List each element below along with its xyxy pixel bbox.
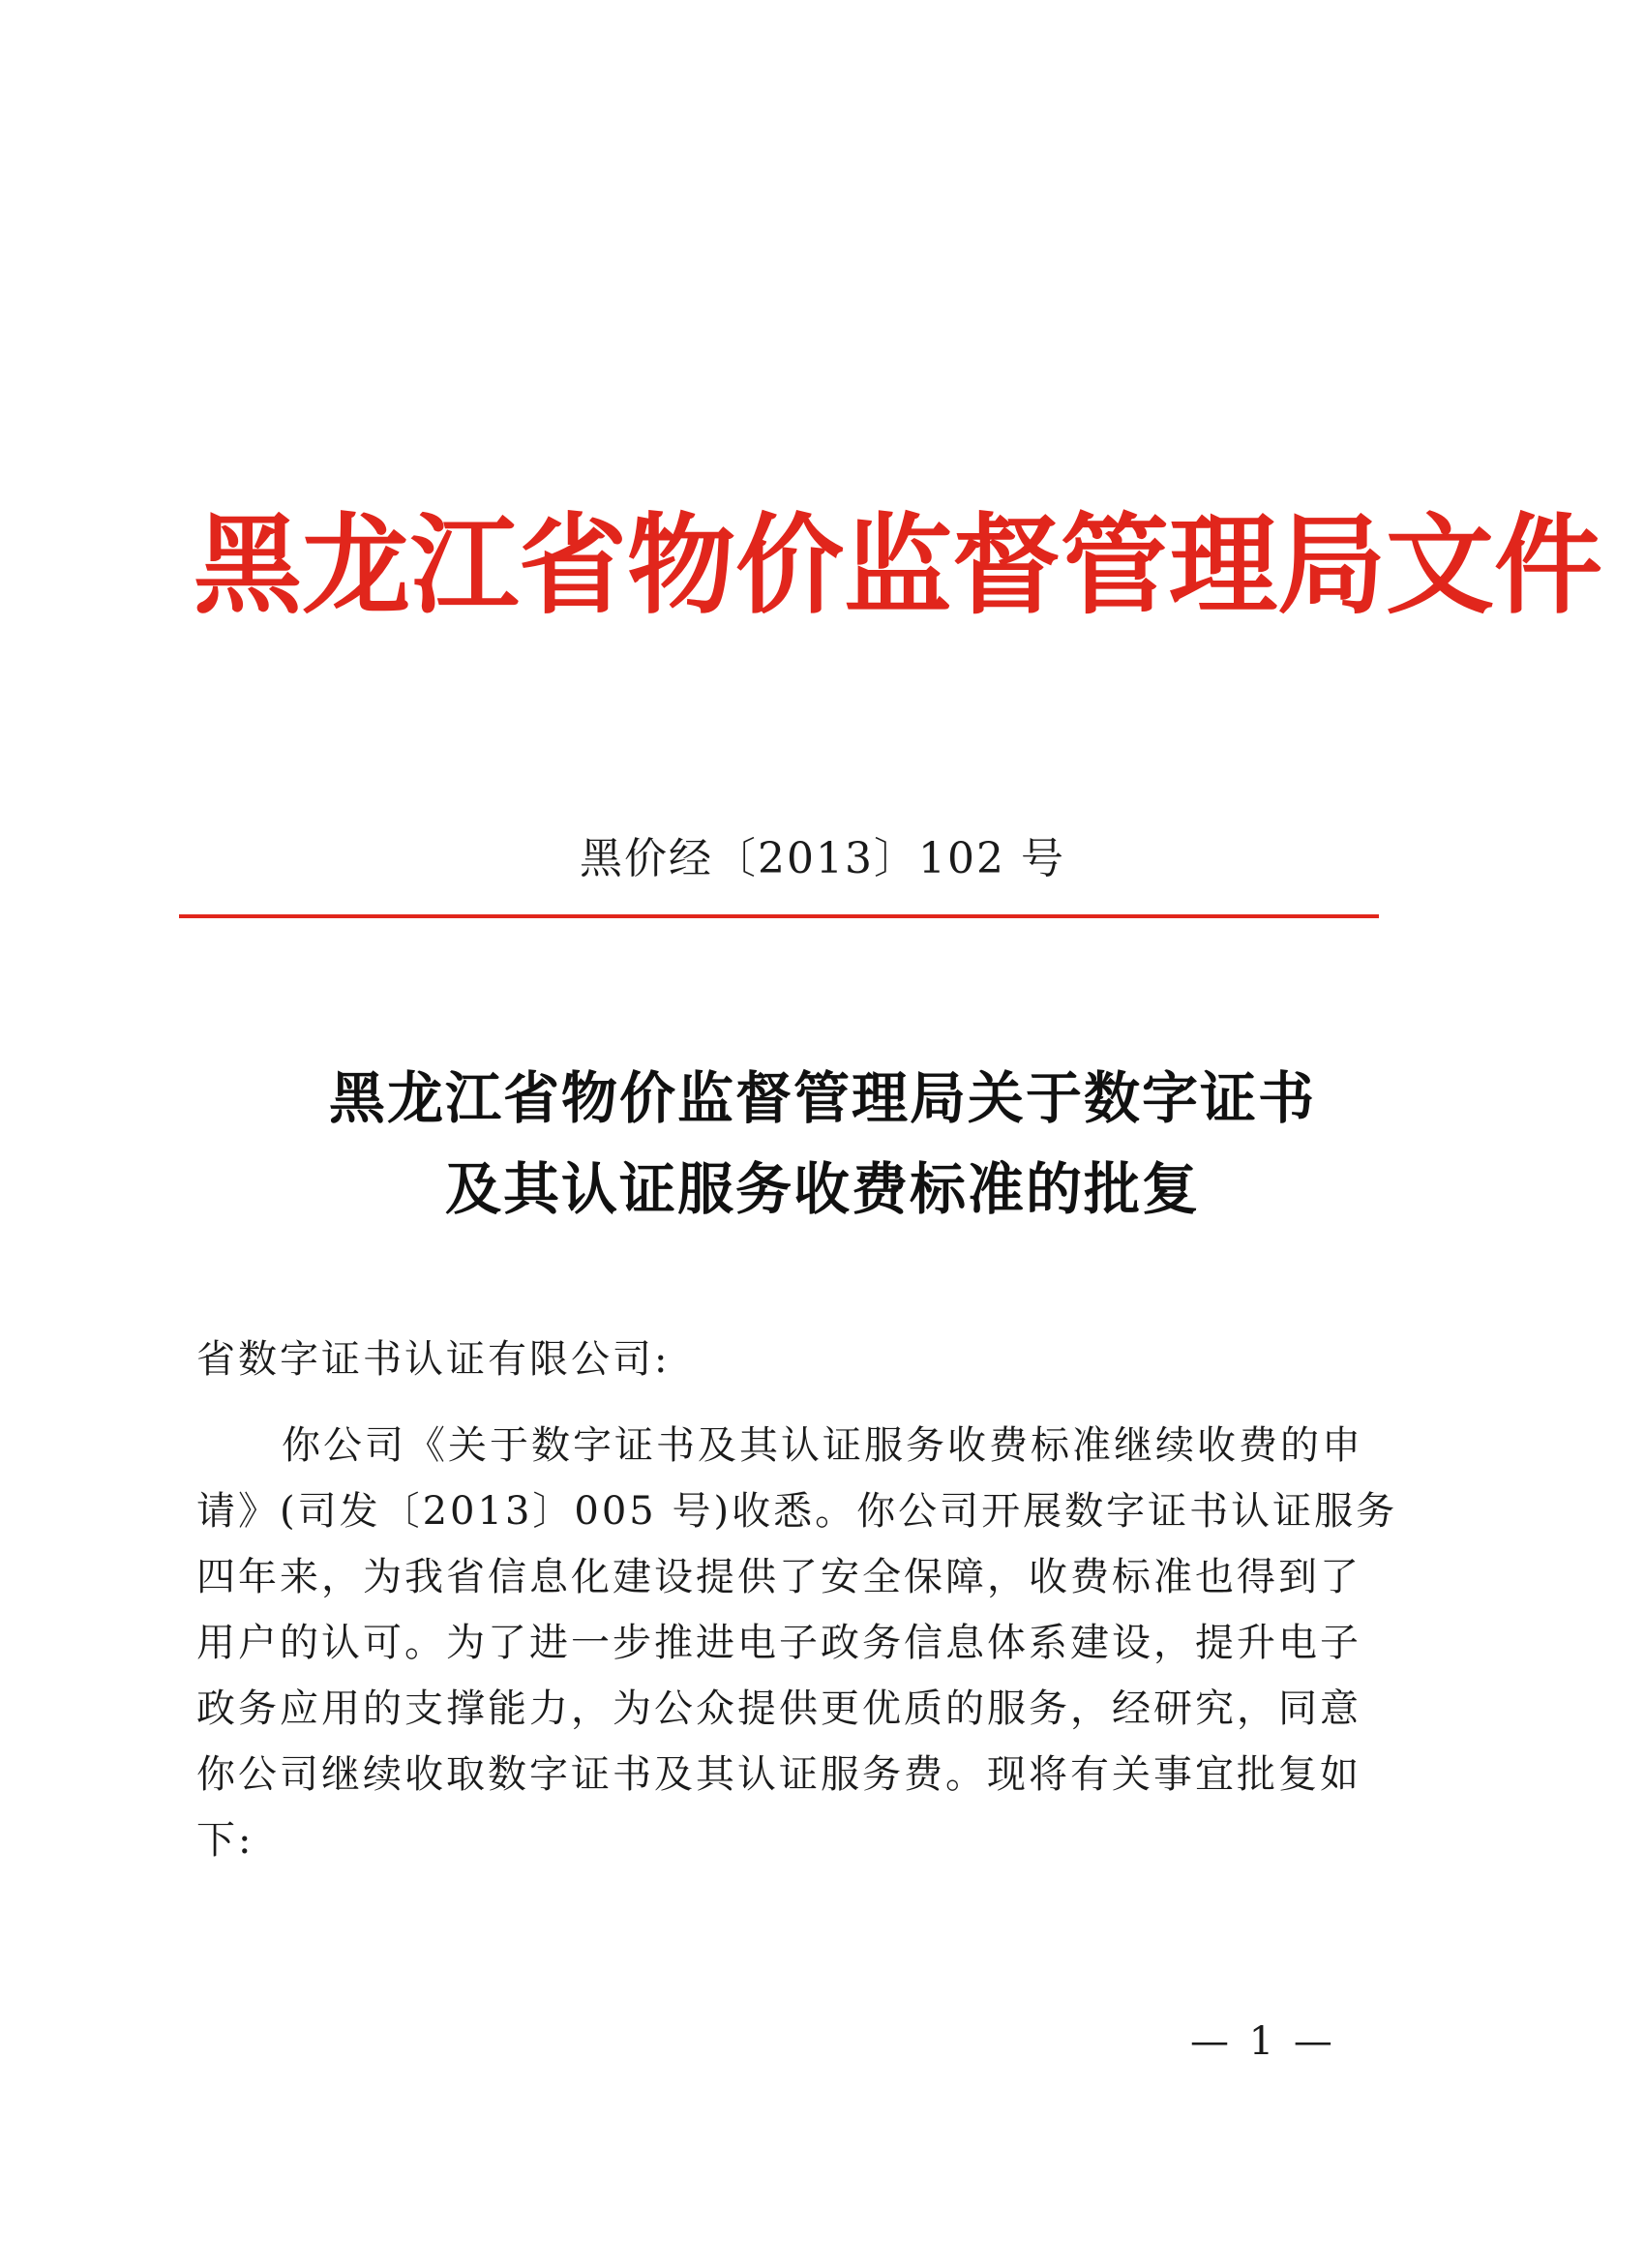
body-paragraph	[196, 1413, 1398, 1873]
body-line: 你公司《关于数字证书及其认证服务收费标准继续收费的申	[282, 1423, 1363, 1468]
body-line: 政务应用的支撑能力，为公众提供更优质的服务，经研究，同意	[196, 1686, 1361, 1731]
body-line: 下:	[196, 1818, 254, 1863]
page-number: — 1 —	[1190, 2019, 1336, 2064]
document-title-line-2: 及其认证服务收费标准的批复	[444, 1156, 1200, 1222]
document-title	[0, 1053, 1645, 1235]
body-line: 请》(司发〔2013〕005 号)收悉。你公司开展数字证书认证服务	[196, 1489, 1398, 1534]
body-line: 用户的认可。为了进一步推进电子政务信息体系建设，提升电子	[196, 1621, 1361, 1665]
document-title-line-1: 黑龙江省物价监督管理局关于数字证书	[328, 1065, 1316, 1131]
body-line: 你公司继续收取数字证书及其认证服务费。现将有关事宜批复如	[196, 1752, 1361, 1797]
body-line: 四年来，为我省信息化建设提供了安全保障，收费标准也得到了	[196, 1555, 1361, 1599]
red-divider-line	[179, 914, 1379, 918]
masthead-title: 黑龙江省物价监督管理局文件	[194, 502, 1602, 629]
document-number: 黑价经〔2013〕102 号	[580, 834, 1065, 883]
addressee: 省数字证书认证有限公司:	[196, 1337, 671, 1382]
